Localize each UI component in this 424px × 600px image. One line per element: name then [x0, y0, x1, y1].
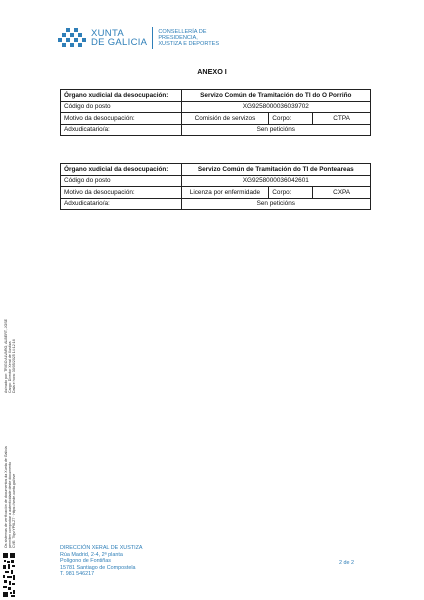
table-row	[61, 113, 371, 125]
awardee-label: Adxudicatario/a:	[61, 198, 182, 210]
organ-value: Servizo Común de Tramitación do TI de Ponteareas	[181, 164, 370, 176]
dept-line1: CONSELLERÍA DE	[158, 28, 207, 35]
logo-wordmark	[91, 29, 147, 47]
reason-label: Motivo da desocupación:	[61, 113, 182, 125]
footer-address	[60, 545, 142, 578]
corps-value: CXPA	[313, 187, 371, 199]
logo-line1: XUNTA	[91, 28, 124, 39]
signature-line3: Data e hora: 30/05/2025 14:12:16	[12, 339, 16, 393]
vacancy-table-1	[60, 89, 371, 136]
table-row	[61, 175, 371, 187]
verification-line2: permiten comprobar a autenticidade deste documento	[8, 461, 12, 548]
organ-label: Órgano xudicial da desocupación:	[61, 90, 182, 102]
reason-value: Comisión de servizos	[181, 113, 269, 125]
signature-line2: Cargo: Director Xeral de Xustiza	[8, 341, 12, 393]
code-value: XG9258000036042601	[181, 175, 370, 187]
footer-line3: Polígono de Fontiñas	[60, 558, 111, 565]
table-row	[61, 187, 371, 199]
code-label: Código do posto	[61, 175, 182, 187]
footer-line5: T. 981 546217	[60, 571, 95, 578]
table-row	[61, 90, 371, 102]
qr-code-icon	[3, 553, 15, 597]
awardee-label: Adxudicatario/a:	[61, 124, 182, 136]
table-row	[61, 101, 371, 113]
signature-line1: Asinado por: TRIGO ALVARO, ALBERT, JOSE	[4, 318, 8, 393]
footer-line1: DIRECCIÓN XERAL DE XUSTIZA	[60, 545, 143, 551]
reason-value: Licenza por enfermidade	[181, 187, 269, 199]
verification-line1: Os sistemas de verificación de documentos da Xunta de Galicia	[4, 446, 8, 548]
xunta-logo	[58, 27, 219, 49]
logo-divider	[152, 27, 153, 49]
reason-label: Motivo da desocupación:	[61, 187, 182, 199]
dept-line2: PRESIDENCIA,	[158, 34, 198, 41]
dept-line3: XUSTIZA E DEPORTES	[158, 41, 220, 48]
code-value: XG9258000036039702	[181, 101, 370, 113]
awardee-value: Sen peticións	[181, 198, 370, 210]
table-row	[61, 164, 371, 176]
xunta-emblem-icon	[58, 27, 86, 49]
awardee-value: Sen peticións	[181, 124, 370, 136]
code-label: Código do posto	[61, 101, 182, 113]
organ-label: Órgano xudicial da desocupación:	[61, 164, 182, 176]
table-row	[61, 124, 371, 136]
table-row	[61, 198, 371, 210]
page-title: ANEXO I	[197, 67, 227, 76]
corps-label: Corpo:	[269, 187, 313, 199]
department-name	[158, 29, 219, 48]
footer-line2: Rúa Madrid, 2-4, 2ª planta	[60, 551, 123, 558]
verification-line3: CVE: 7fqvrYP6LZ7 · https://sede.xunta.gal/cve	[12, 473, 16, 548]
corps-value: CTPA	[313, 113, 371, 125]
corps-label: Corpo:	[269, 113, 313, 125]
footer-line4: 15781 Santiago de Compostela	[60, 564, 136, 571]
organ-value: Servizo Común de Tramitación do TI do O Porriño	[181, 90, 370, 102]
page-number: 2 de 2	[339, 560, 354, 566]
vacancy-table-2	[60, 163, 371, 210]
logo-line2: DE GALICIA	[91, 37, 148, 48]
